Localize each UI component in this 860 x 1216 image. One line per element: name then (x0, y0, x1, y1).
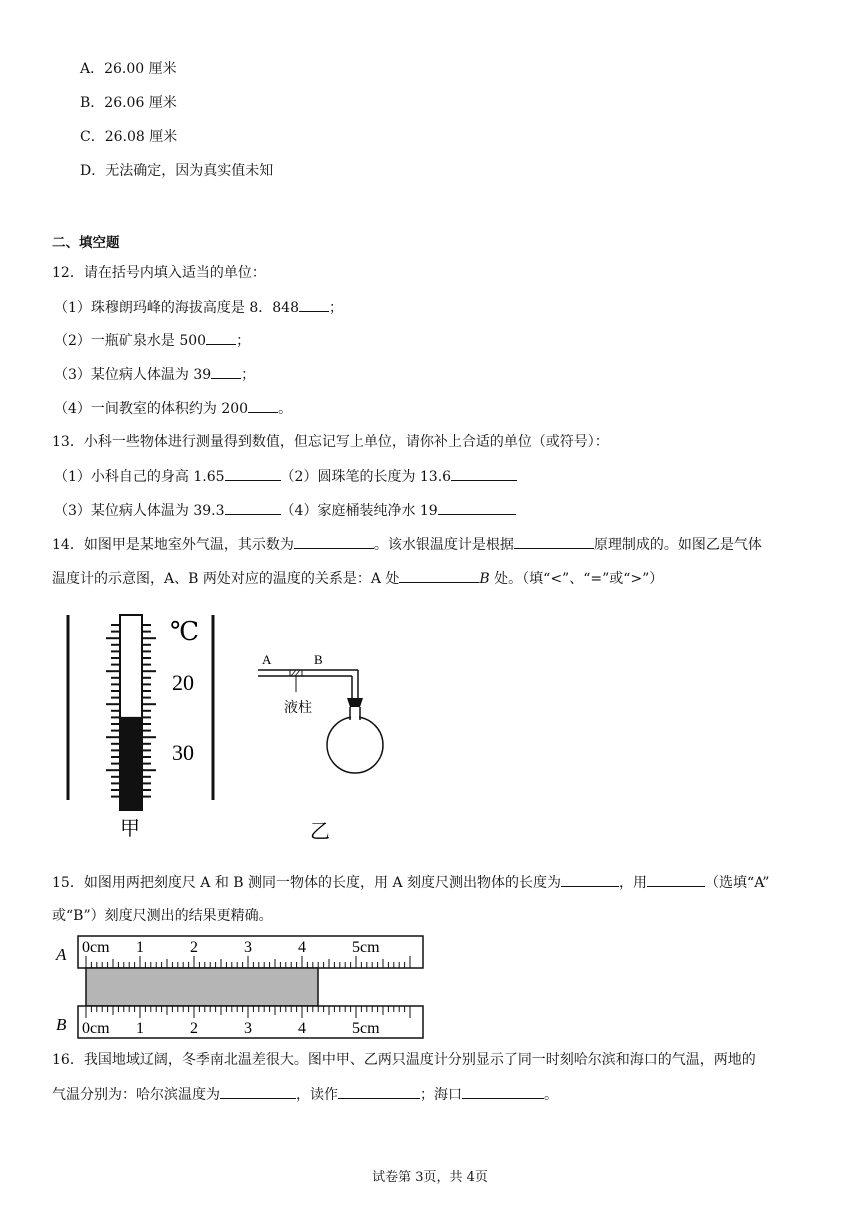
ruler-scale-label: 5cm (352, 1020, 380, 1037)
figure-label-jia: 甲 (120, 818, 140, 840)
answer-blank[interactable] (338, 1084, 420, 1099)
answer-blank[interactable] (211, 364, 241, 379)
q15-line-2: 或“B”）刻度尺测出的结果更精确。 (52, 908, 273, 924)
answer-blank[interactable] (299, 297, 329, 312)
answer-blank[interactable] (294, 534, 374, 549)
answer-blank[interactable] (225, 500, 281, 515)
ruler-scale-label: 2 (190, 939, 198, 956)
tick-label-20: 20 (172, 670, 194, 695)
section-title: 二、填空题 (52, 235, 120, 251)
thermometer-figure (60, 610, 400, 845)
answer-blank[interactable] (451, 466, 517, 481)
point-a-label: A (262, 652, 272, 667)
ruler-scale-label: 0cm (82, 1020, 110, 1037)
ruler-scale-label: 3 (244, 939, 252, 956)
q16-line-2: 气温分别为：哈尔滨温度为 ，读作 ；海口 。 (52, 1084, 558, 1105)
q14-line-2: 温度计的示意图，A、B 两处对应的温度的关系是：A 处 B 处。（填“<”、“=”或“>”） (52, 568, 663, 589)
answer-blank[interactable] (248, 398, 278, 413)
ruler-scale-label: 5cm (352, 939, 380, 956)
answer-blank[interactable] (399, 568, 479, 583)
ruler-scale-label: 4 (298, 939, 306, 956)
page-footer: 试卷第 3页，共 4页 (372, 1170, 488, 1185)
ruler-scale-label: 3 (244, 1020, 252, 1037)
q15-line-1: 15．如图用两把刻度尺 A 和 B 测同一物体的长度，用 A 刻度尺测出物体的长度为 ，用 （选填“A” (52, 872, 769, 893)
answer-blank[interactable] (225, 466, 281, 481)
answer-blank[interactable] (438, 500, 516, 515)
option-d: D．无法确定，因为真实值未知 (80, 163, 274, 179)
ruler-scale-label: 0cm (82, 939, 110, 956)
q12-item-3: （3）某位病人体温为 39 ； (54, 364, 255, 385)
option-c: C．26.08 厘米 (80, 129, 178, 145)
q13-stem: 13．小科一些物体进行测量得到数值，但忘记写上单位，请你补上合适的单位（或符号）： (52, 434, 609, 450)
answer-blank[interactable] (206, 330, 236, 345)
answer-blank[interactable] (220, 1084, 296, 1099)
ruler-b-label: B (56, 1015, 67, 1034)
liquid-label: 液柱 (284, 701, 312, 716)
q12-stem: 12．请在括号内填入适当的单位： (52, 265, 266, 281)
answer-blank[interactable] (462, 1084, 544, 1099)
q16-line-1: 16．我国地域辽阔，冬季南北温差很大。图中甲、乙两只温度计分别显示了同一时刻哈尔滨和海口的气温，两地的 (52, 1052, 756, 1068)
answer-blank[interactable] (647, 872, 705, 887)
option-a: A．26.00 厘米 (80, 61, 177, 77)
q13-row-1: （1）小科自己的身高 1.65 （2）圆珠笔的长度为 13.6 (54, 466, 517, 487)
mercury-column (120, 717, 142, 810)
option-b: B．26.06 厘米 (80, 95, 177, 111)
unit-label: ℃ (170, 617, 200, 646)
ruler-figure (52, 932, 432, 1042)
ruler-a-label: A (56, 945, 67, 964)
ruler-scale-label: 2 (190, 1020, 198, 1037)
ruler-scale-label: 4 (298, 1020, 306, 1037)
q14-line-1: 14．如图甲是某地室外气温，其示数为 。该水银温度计是根据 原理制成的。如图乙是气体 (52, 534, 762, 555)
answer-blank[interactable] (514, 534, 594, 549)
q12-item-2: （2）一瓶矿泉水是 500 ； (54, 330, 250, 351)
tick-label-30: 30 (172, 740, 194, 765)
point-b-label: B (314, 652, 323, 667)
q13-row-2: （3）某位病人体温为 39.3 （4）家庭桶装纯净水 19 (54, 500, 516, 521)
figure-label-yi: 乙 (310, 821, 330, 843)
ruler-scale-label: 1 (136, 939, 144, 956)
q12-item-1: （1）珠穆朗玛峰的海拔高度是 8．848 ； (54, 297, 343, 318)
answer-blank[interactable] (561, 872, 619, 887)
ruler-scale-label: 1 (136, 1020, 144, 1037)
q12-item-4: （4）一间教室的体积约为 200 。 (54, 398, 292, 419)
